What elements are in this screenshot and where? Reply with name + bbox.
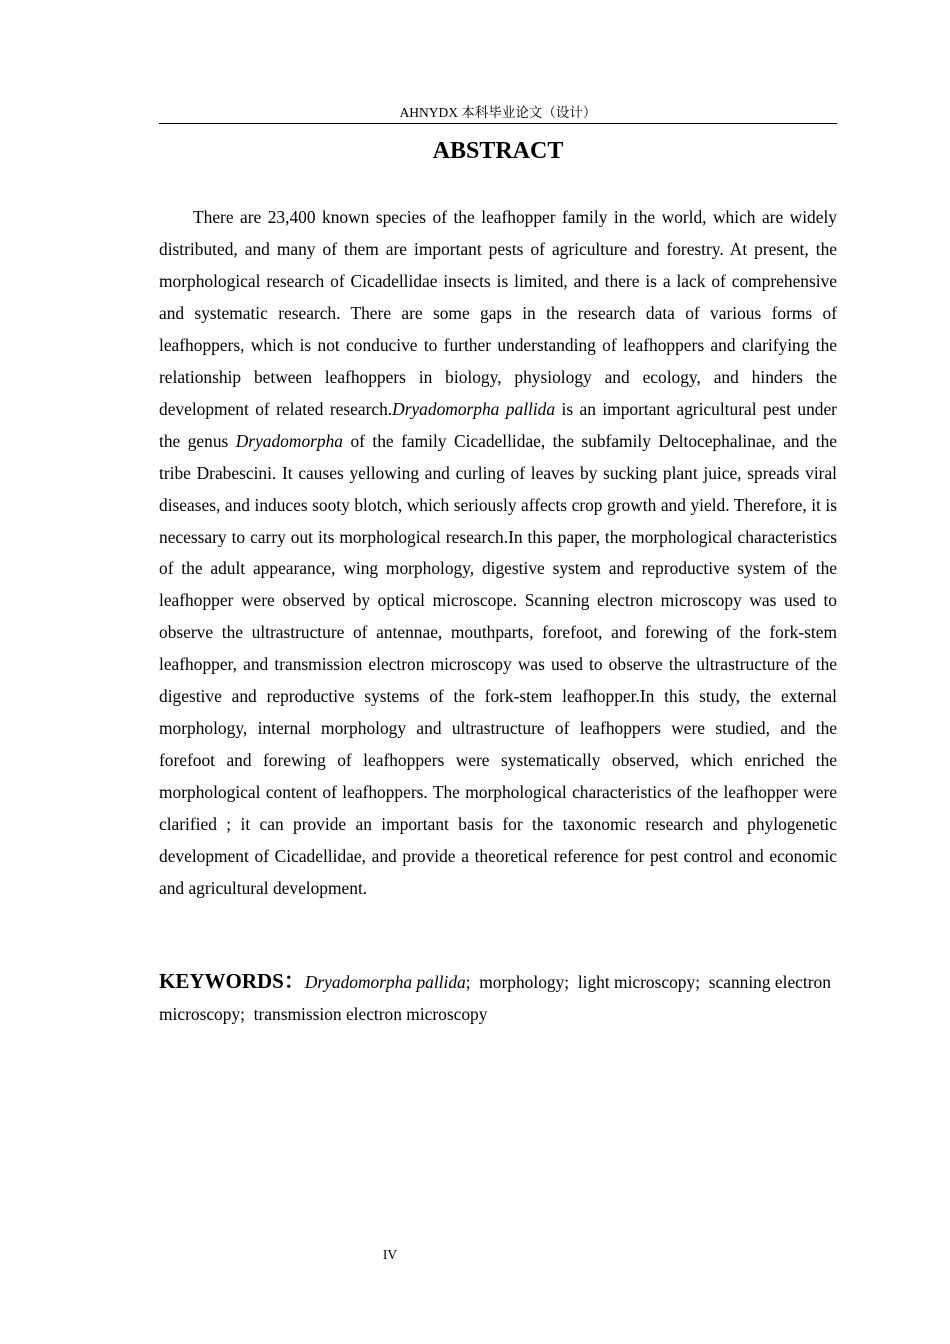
keyword-separator: ; bbox=[564, 972, 578, 992]
keyword-item: Dryadomorpha pallida bbox=[304, 972, 466, 992]
keywords-label: KEYWORDS： bbox=[159, 969, 305, 993]
keyword-item: scanning electron microscopy bbox=[159, 972, 831, 1024]
keyword-item: light microscopy bbox=[577, 972, 696, 992]
abstract-text-part-1: There are 23,400 known species of the leafhopper family in the world, which are widely distributed, and many of them are important pests of agriculture and forestry. At present, the morphological research of Cicadellidae insects is limited, and there is a lack of comprehensive and systematic research. There are some gaps in the research data of various forms of leafhoppers, which is not conducive to further understanding of leafhoppers and clarifying the relationship between leafhoppers in biology, physiology and ecology, and hinders the development of related research. bbox=[159, 207, 837, 419]
keyword-separator: ; bbox=[465, 972, 480, 992]
abstract-title: ABSTRACT bbox=[432, 138, 564, 164]
running-header: AHNYDX 本科毕业论文（设计） bbox=[399, 105, 597, 120]
abstract-text-part-3: of the family Cicadellidae, the subfamily Deltocephalinae, and the tribe Drabescini. It causes yellowing and curling of leaves by sucking plant juice, spreads viral diseases, and induces sooty blotch, which seriously affects crop growth and yield. Therefore, it is necessary to carry out its morphological research.In this paper, the morphological characteristics of the adult appearance, wing morphology, digestive system and reproductive system of the leafhopper were observed by optical microscope. Scanning electron microscopy was used to observe the ultrastructure of antennae, mouthparts, forefoot, and forewing of the fork-stem leafhopper, and transmission electron microscopy was used to observe the ultrastructure of the digestive and reproductive systems of the fork-stem leafhopper.In this study, the external morphology, internal morphology and ultrastructure of leafhoppers were studied, and the forefoot and forewing of leafhoppers were systematically observed, which enriched the morphological content of leafhoppers. The morphological characteristics of the leafhopper were clarified ; it can provide an important basis for the taxonomic research and phylogenetic development of Cicadellidae, and provide a theoretical reference for pest control and economic and agricultural development. bbox=[159, 430, 838, 899]
keyword-separator: ; bbox=[240, 1003, 254, 1024]
species-name: Dryadomorpha pallida bbox=[392, 398, 556, 419]
genus-name: Dryadomorpha bbox=[235, 430, 343, 451]
keyword-item: morphology bbox=[479, 972, 565, 992]
keywords-line bbox=[159, 966, 837, 1031]
abstract-body bbox=[159, 202, 837, 905]
keyword-separator: ; bbox=[695, 972, 709, 992]
header-rule bbox=[159, 123, 837, 124]
abstract-text-part-2: is an important agricultural pest under the genus bbox=[159, 398, 837, 451]
keyword-item: transmission electron microscopy bbox=[253, 1003, 488, 1024]
page-number: IV bbox=[382, 1247, 398, 1262]
